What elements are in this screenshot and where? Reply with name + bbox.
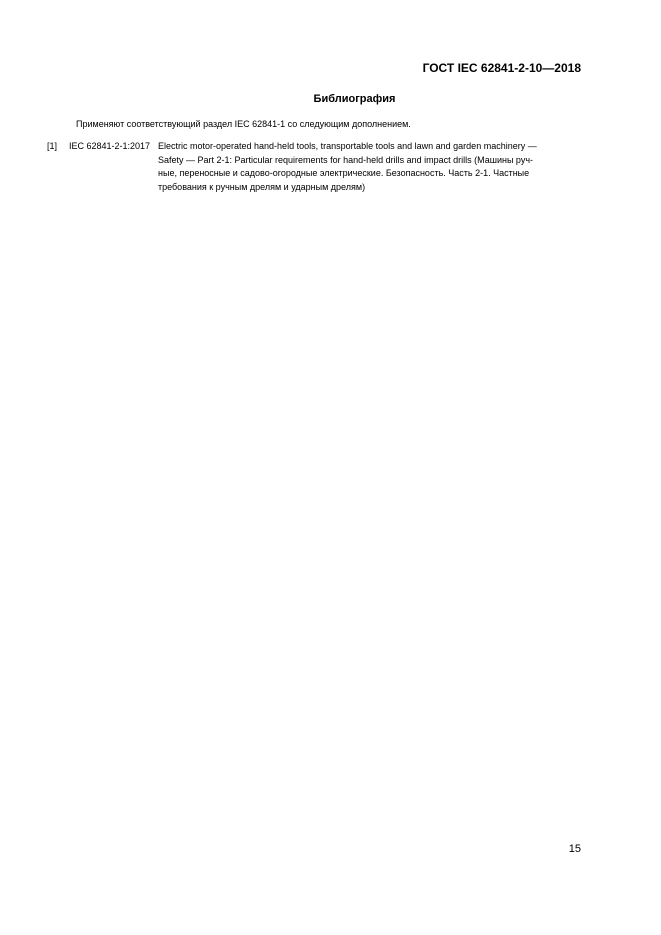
bibliography-title-line: требования к ручным дрелям и ударным дрелям)	[158, 181, 366, 192]
bibliography-title-line: Electric motor-operated hand-held tools, transportable tools and lawn and garden machinery —	[158, 141, 537, 151]
document-code-header: ГОСТ IEC 62841-2-10—2018	[422, 61, 581, 75]
bibliography-title-line: Safety — Part 2-1: Particular requirements for hand-held drills and impact drills (Машины руч-	[158, 154, 534, 165]
bibliography-title-line: ные, переносные и садово-огородные электрические. Безопасность. Часть 2-1. Частные	[158, 168, 530, 178]
page-number: 15	[568, 843, 581, 855]
section-title: Библиография	[313, 93, 396, 105]
section-intro-text: Применяют соответствующий раздел IEC 62841-1 со следующим дополнением.	[76, 119, 411, 129]
bibliography-entry-number: [1]	[47, 141, 58, 151]
bibliography-entry-title	[158, 140, 583, 194]
bibliography-entry-reference: IEC 62841-2-1:2017	[69, 141, 151, 151]
